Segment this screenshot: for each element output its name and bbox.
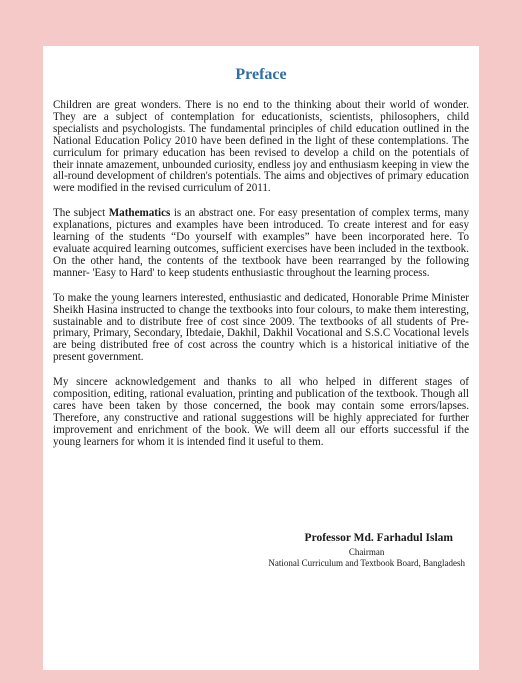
paragraph-acknowledgement: My sincere acknowledgement and thanks to all who helped in different stages of composition, editing, rational evaluation, printing and publication of the textbook. Though all cares have been taken by those concerned, the book may contain some errors/lapses. Therefore, any constructive and rational suggestions will be highly appreciated for further improvement and enrichment of the book. We will deem all our efforts successful if the young learners for whom it is intended find it useful to them. <box>53 376 469 448</box>
paragraph-mathematics <box>53 208 469 279</box>
page-title: Preface <box>235 66 287 83</box>
paragraph-mathematics-suffix: is an abstract one. For easy presentation of complex terms, many explanations, pictures and examples have been introduced. To create interest and for easy learning of the students “Do yourself with examples” have been incorporated here. To evaluate acquired learning outcomes, sufficient exercises have been included in the textbook. On the other hand, the contents of the textbook have been rearranged by the following manner- 'Easy to Hard' to keep students enthusiastic throughout the learning process. <box>53 207 469 279</box>
paragraph-intro: Children are great wonders. There is no end to the thinking about their world of wonder. They are a subject of contemplation for educationists, scientists, philosophers, child specialists and psychologists. The fundamental principles of child education outlined in the National Education Policy 2010 have been defined in the light of these contemplations. The curriculum for primary education has been revised to develop a child on the potentials of their innate amazement, unbounded curiosity, endless joy and enthusiasm keeping in view the all-round development of children's potentials. The aims and objectives of primary education were modified in the revised curriculum of 2011. <box>53 99 469 195</box>
signatory-name: Professor Md. Farhadul Islam <box>304 532 453 544</box>
paragraph-mathematics-prefix: The subject <box>53 207 109 220</box>
signatory-organization: National Curriculum and Textbook Board, Bangladesh <box>268 558 465 568</box>
document-page <box>43 46 479 670</box>
subject-name: Mathematics <box>108 207 171 220</box>
signatory-role: Chairman <box>348 547 385 557</box>
signature-block <box>268 531 465 569</box>
paragraph-textbooks: To make the young learners interested, enthusiastic and dedicated, Honorable Prime Minister Sheikh Hasina instructed to change the textbooks into four colours, to make them interesting, sustainable and to distribute free of cost since 2009. The textbooks of all students of Pre-primary, Primary, Secondary, Ibtedaie, Dakhil, Dakhil Vocational and S.S.C Vocational levels are being distributed free of cost across the country which is a historical initiative of the present government. <box>53 291 469 364</box>
